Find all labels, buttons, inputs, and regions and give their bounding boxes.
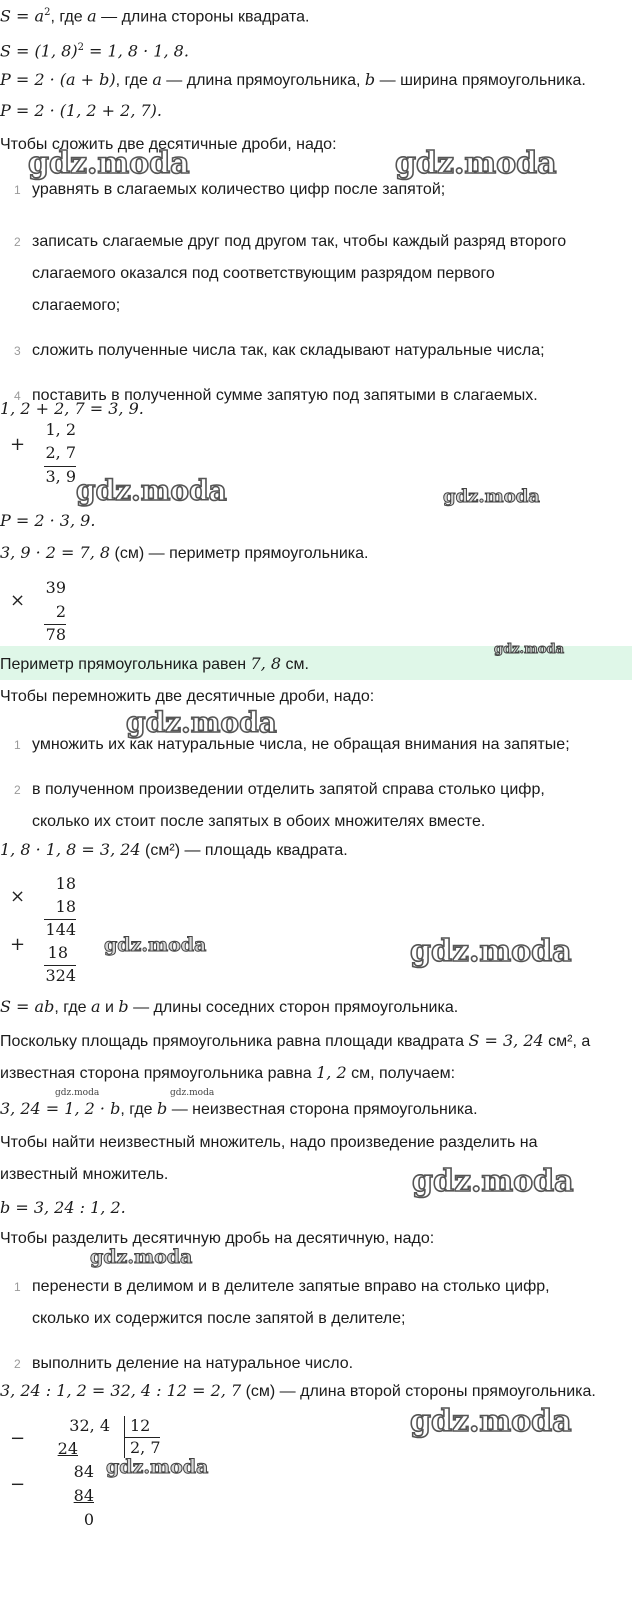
list-number: 4 [14, 389, 21, 403]
remainder-final: 0 [83, 1510, 94, 1529]
formula: S = (1, 8) [0, 41, 78, 61]
formula: P = 2 · (1, 2 + 2, 7). [0, 101, 162, 120]
area-square-formula [0, 2, 309, 28]
list-item [0, 734, 570, 756]
text: см², а [543, 1033, 591, 1050]
minus-sign: − [10, 1474, 26, 1495]
rectangle-area-formula [0, 996, 458, 1019]
list-text: сколько их стоит после запятых в обоих множителях вместе. [32, 813, 486, 830]
product-result: 78 [45, 625, 66, 644]
sum-line [0, 398, 144, 421]
list-text: сколько их содержится после запятой в делителе; [32, 1310, 406, 1327]
formula: a [91, 997, 101, 1016]
list-text: записать слагаемые друг под другом так, чтобы каждый разряд второго [32, 233, 567, 250]
formula: a [152, 70, 162, 89]
list-number: 1 [14, 738, 21, 752]
b-line [0, 1197, 126, 1220]
text: (см) — периметр прямоугольника. [110, 545, 369, 562]
formula: 3, 24 = 1, 2 · b [0, 1099, 121, 1118]
division-intro: Чтобы разделить десятичную дробь на десятичную, надо: [0, 1230, 435, 1247]
text: Поскольку площадь прямоугольника равна площади квадрата [0, 1033, 469, 1050]
p-line [0, 510, 95, 533]
equation-line [0, 1098, 478, 1121]
addend-2: 2, 7 [45, 443, 76, 462]
perimeter-calc [0, 100, 162, 123]
area-square-calc [0, 37, 189, 63]
formula: S = ab [0, 997, 55, 1016]
sum-result: 3, 9 [45, 467, 76, 486]
text: — ширина прямоугольника. [375, 72, 586, 89]
watermark: gdz.moda [28, 146, 190, 181]
formula: 7, 8 [250, 654, 282, 673]
formula: 3, 24 : 1, 2 = 32, 4 : 12 = 2, 7 [0, 1381, 242, 1400]
multiplication-intro: Чтобы перемножить две десятичные дроби, надо: [0, 688, 375, 705]
addend-1: 1, 2 [45, 420, 76, 439]
product-result: 324 [45, 966, 76, 985]
minus-sign: − [10, 1428, 26, 1449]
list-item [0, 231, 566, 253]
watermark: gdz.moda [410, 1404, 572, 1439]
divisor: 12 [130, 1416, 151, 1435]
text: — длины соседних сторон прямоугольника. [128, 999, 459, 1016]
quotient: 2, 7 [130, 1438, 161, 1457]
formula: 1, 2 [316, 1063, 347, 1082]
factor-2: 2 [55, 602, 66, 621]
perimeter-formula [0, 69, 586, 92]
text: и [100, 999, 119, 1016]
watermark: gdz.moda [410, 934, 572, 969]
watermark: gdz.moda [494, 642, 565, 657]
watermark: gdz.moda [106, 1456, 209, 1478]
watermark: gdz.moda [76, 474, 227, 507]
list-text: слагаемого; [32, 297, 121, 314]
since-line-2 [0, 1062, 455, 1085]
watermark: gdz.moda [90, 1246, 193, 1268]
partial-product-2: 18 [47, 943, 68, 962]
list-text: слагаемого оказался под соответствующим разрядом первого [32, 265, 495, 282]
answer-perimeter [0, 653, 309, 676]
times-sign: × [10, 590, 26, 611]
list-text: поставить в полученной сумме запятую под запятыми в слагаемых. [32, 387, 538, 404]
partial-product-1: 144 [45, 920, 76, 939]
list-item [0, 779, 545, 801]
list-number: 2 [14, 235, 21, 249]
text: , где [54, 999, 92, 1016]
list-item [0, 179, 445, 201]
watermark: gdz.moda [55, 1088, 100, 1098]
factor-1: 39 [45, 578, 66, 597]
formula: 1, 2 + 2, 7 = 3, 9. [0, 399, 144, 418]
watermark: gdz.moda [126, 706, 277, 739]
perimeter-result-line [0, 542, 368, 565]
formula: b = 3, 24 : 1, 2. [0, 1198, 126, 1217]
list-text: выполнить деление на натуральное число. [32, 1355, 354, 1372]
watermark: gdz.moda [412, 1164, 574, 1199]
list-item [0, 1308, 405, 1330]
text: — неизвестная сторона прямоугольника. [167, 1101, 478, 1118]
times-sign: × [10, 886, 26, 907]
find-factor-rule-1: Чтобы найти неизвестный множитель, надо произведение разделить на [0, 1134, 538, 1151]
list-item [0, 295, 120, 317]
formula: 3, 9 · 2 = 7, 8 [0, 543, 111, 562]
plus-sign: + [10, 434, 26, 455]
watermark: gdz.moda [104, 934, 207, 956]
since-line-1 [0, 1030, 590, 1053]
addition-intro: Чтобы сложить две десятичные дроби, надо: [0, 136, 337, 153]
list-text: перенести в делимом и в делителе запятые вправо на столько цифр, [32, 1278, 550, 1295]
subtrahend-2: 84 [73, 1486, 94, 1505]
text: известная сторона прямоугольника равна [0, 1065, 317, 1082]
list-number: 1 [14, 183, 21, 197]
text: см. [281, 656, 309, 673]
text: (см) — длина второй стороны прямоугольника. [241, 1383, 596, 1400]
remainder-1: 84 [73, 1462, 94, 1481]
division-result-line [0, 1380, 596, 1403]
exponent: 2 [44, 7, 51, 18]
formula: b [157, 1099, 168, 1118]
list-item [0, 263, 495, 285]
watermark: gdz.moda [170, 1088, 215, 1098]
text: , где [115, 72, 153, 89]
formula: = 1, 8 · 1, 8. [83, 41, 189, 61]
formula: P = 2 · (a + b) [0, 70, 116, 89]
text: см, получаем: [346, 1065, 456, 1082]
formula: b [364, 70, 376, 89]
list-number: 1 [14, 1280, 21, 1294]
watermark: gdz.moda [443, 486, 540, 507]
list-item [0, 340, 545, 362]
list-text: сложить полученные числа так, как складывают натуральные числа; [32, 342, 545, 359]
formula: b [118, 997, 129, 1016]
text: (см²) — площадь квадрата. [140, 842, 348, 859]
formula: a [87, 6, 97, 26]
text: — длина прямоугольника, [161, 72, 365, 89]
formula: 1, 8 · 1, 8 = 3, 24 [0, 840, 141, 859]
area-line [0, 839, 348, 862]
list-text: умножить их как натуральные числа, не обращая внимания на запятые; [32, 736, 570, 753]
formula: P = 2 · 3, 9. [0, 511, 96, 530]
list-item [0, 811, 485, 833]
text: Периметр прямоугольника равен [0, 656, 251, 673]
list-number: 3 [14, 344, 21, 358]
text: , где [120, 1101, 158, 1118]
factor-1: 18 [55, 874, 76, 893]
watermark: gdz.moda [395, 146, 557, 181]
text: , где [50, 8, 88, 26]
formula: S = a [0, 6, 45, 26]
formula: S = 3, 24 [468, 1031, 544, 1050]
list-item [0, 1353, 353, 1375]
exponent: 2 [77, 42, 84, 53]
plus-sign: + [10, 934, 26, 955]
list-text: в полученном произведении отделить запятой справа столько цифр, [32, 781, 545, 798]
find-factor-rule-2: известный множитель. [0, 1166, 169, 1183]
list-item [0, 1276, 550, 1298]
list-text: уравнять в слагаемых количество цифр после запятой; [32, 181, 446, 198]
list-number: 2 [14, 1357, 21, 1371]
text: — длина стороны квадрата. [96, 8, 310, 26]
dividend: 32, 4 [69, 1416, 110, 1435]
list-number: 2 [14, 783, 21, 797]
subtrahend-1: 24 [57, 1439, 78, 1458]
factor-2: 18 [55, 897, 76, 916]
